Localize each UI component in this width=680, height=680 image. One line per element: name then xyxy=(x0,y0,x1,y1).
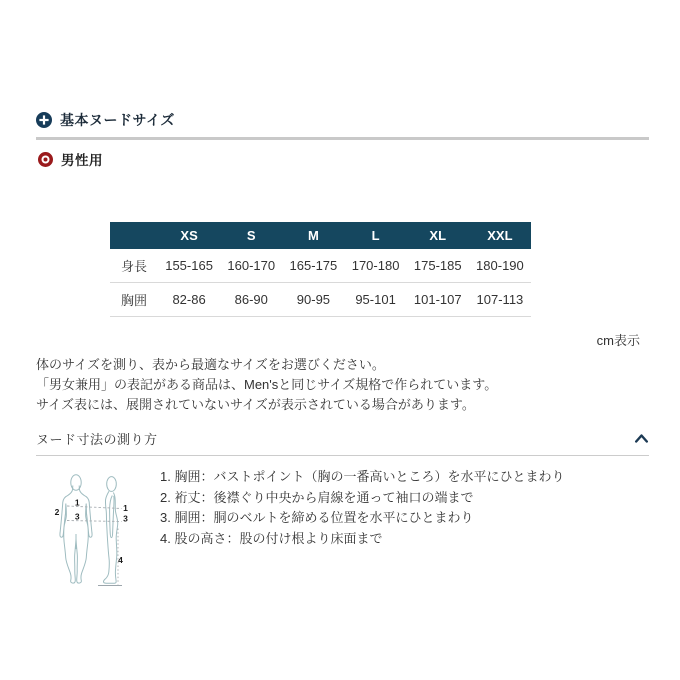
subsection-title-mens: 男性用 xyxy=(61,153,103,168)
size-table-header-row xyxy=(110,222,531,249)
description-line-2: 「男女兼用」の表記がある商品は、Men'sと同じサイズ規格で作られています。 xyxy=(36,377,498,392)
plus-circle-icon xyxy=(36,112,52,128)
height-xxl: 180-190 xyxy=(476,258,524,273)
height-l: 170-180 xyxy=(351,258,400,273)
chest-m: 90-95 xyxy=(296,292,331,307)
diagram-label-chest-side: 1 xyxy=(123,503,128,513)
diagram-label-waist-side: 3 xyxy=(123,513,128,524)
size-table-header-empty xyxy=(110,222,158,249)
size-table-header-xs: XS xyxy=(180,228,198,243)
subsection-header-mens xyxy=(38,149,103,169)
chest-xl: 101-107 xyxy=(413,292,462,307)
measure-item-inseam: 4. 股の高さ：股の付け根より床面まで xyxy=(160,530,383,546)
measure-item-sleeve: 2. 裄丈：後襟ぐり中央から肩線を通って袖口の端まで xyxy=(160,489,474,505)
height-xl: 175-185 xyxy=(413,258,462,273)
row-label-height: 身長 xyxy=(120,259,147,274)
table-row-height xyxy=(110,249,531,283)
chevron-up-icon[interactable] xyxy=(634,433,649,444)
diagram-label-waist-front: 3 xyxy=(74,511,80,522)
measure-item-chest: 1. 胸囲：バストポイント（胸の一番高いところ）を水平にひとまわり xyxy=(160,469,565,484)
diagram-label-chest-front: 1 xyxy=(74,497,80,508)
description-line-3: サイズ表には、展開されていないサイズが表示されている場合があります。 xyxy=(36,397,475,412)
size-table-header-l: L xyxy=(371,228,380,243)
row-label-chest: 胸囲 xyxy=(120,293,147,308)
body-figures-illustration xyxy=(48,465,148,595)
unit-note: cm表示 xyxy=(596,333,640,348)
height-s: 160-170 xyxy=(227,258,276,273)
accordion-divider xyxy=(36,455,649,456)
diagram-label-sleeve: 2 xyxy=(54,507,60,517)
mens-size-table xyxy=(110,222,531,317)
chest-xs: 82-86 xyxy=(172,292,206,307)
table-row-chest xyxy=(110,283,531,317)
height-m: 165-175 xyxy=(289,258,338,273)
chest-xxl: 107-113 xyxy=(476,292,524,307)
size-table-header-s: S xyxy=(246,228,256,243)
section-title-base-size: 基本ヌードサイズ xyxy=(60,112,175,128)
bullet-target-icon xyxy=(38,152,53,167)
description-line-1: 体のサイズを測り、表から最適なサイズをお選びください。 xyxy=(36,357,385,372)
section-header-base-size xyxy=(36,110,175,130)
chest-l: 95-101 xyxy=(355,292,396,307)
measure-section-title: ヌード寸法の測り方 xyxy=(36,432,158,447)
body-measurement-diagram xyxy=(48,465,148,595)
size-table-header-xxl: XXL xyxy=(487,228,513,243)
diagram-label-inseam: 4 xyxy=(118,555,123,565)
measure-accordion-header[interactable] xyxy=(36,429,649,448)
measure-item-waist: 3. 胴囲：胴のベルトを締める位置を水平にひとまわり xyxy=(160,510,474,525)
measure-instruction-list xyxy=(160,467,564,549)
section-divider xyxy=(36,137,649,140)
height-xs: 155-165 xyxy=(165,258,213,273)
size-description xyxy=(36,355,497,415)
size-table-header-m: M xyxy=(307,228,319,243)
size-table-header-xl: XL xyxy=(429,228,447,243)
chest-s: 86-90 xyxy=(234,292,268,307)
